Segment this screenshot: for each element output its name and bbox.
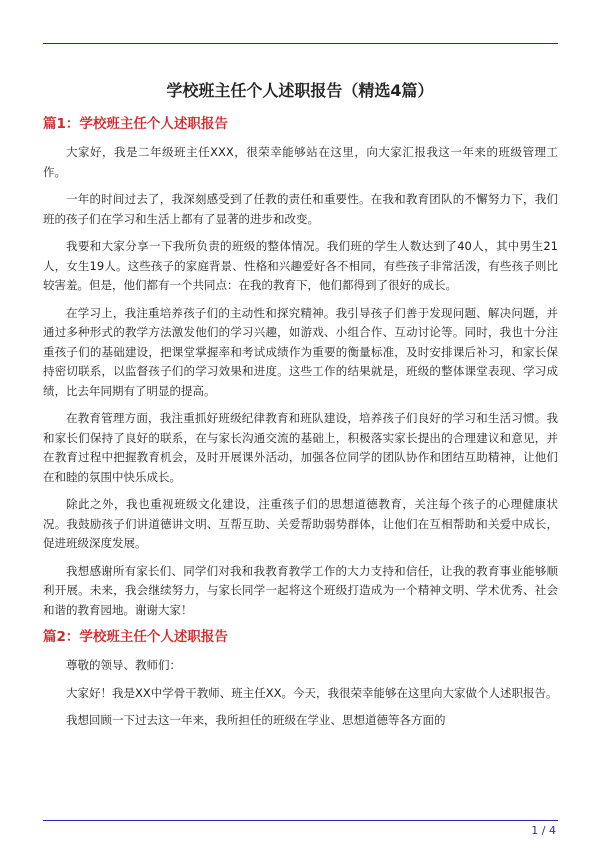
paragraph: 尊敬的领导、教师们： (66, 658, 181, 672)
paragraph: 一年的时间过去了，我深刻感受到了任教的责任和重要性。在我和教育团队的不懈努力下，我们班的孩子们在学习和生活上都有了显著的进步和改变。 (43, 192, 558, 226)
section-1 (43, 115, 558, 620)
header-rule (43, 43, 558, 44)
section-heading: 篇1：学校班主任个人述职报告 (43, 116, 228, 132)
paragraph: 在学习上，我注重培养孩子们的主动性和探究精神。我引导孩子们善于发现问题、解决问题，并通过多种形式的教学方法激发他们的学习兴趣，如游戏、小组合作、互动讨论等。同时，我也十分注重孩子们的基础建设，把课堂掌握率和考试成绩作为重要的衡量标准，及时安排课后补习，和家长保持密切联系，以监督孩子们的学习效果和进度。这些工作的结果就是，班级的整体课堂表现、学习成绩，比去年同期有了明显的提高。 (43, 305, 558, 398)
page-number: 1 / 4 (531, 824, 556, 837)
section-heading: 篇2：学校班主任个人述职报告 (43, 629, 228, 645)
footer-rule (43, 820, 558, 821)
paragraph: 在教育管理方面，我注重抓好班级纪律教育和班队建设，培养孩子们良好的学习和生活习惯。我和家长们保持了良好的联系，在与家长沟通交流的基础上，积极落实家长提出的合理建议和意见，并在教育过程中把握教育机会，及时开展课外活动，加强各位同学的团队协作和团结互助精神，让他们在和睦的氛围中快乐成长。 (43, 411, 558, 484)
paragraph: 大家好！我是XX中学骨干教师、班主任XX。今天，我很荣幸能够在这里向大家做个人述职报告。 (66, 685, 558, 700)
document-body (43, 115, 558, 739)
section-2 (43, 628, 558, 731)
paragraph: 大家好，我是二年级班主任XXX，很荣幸能够站在这里，向大家汇报我这一年来的班级管理工作。 (43, 145, 558, 179)
paragraph: 除此之外，我也重视班级文化建设，注重孩子们的思想道德教育，关注每个孩子的心理健康状况。我鼓励孩子们讲道德讲文明、互帮互助、关爱帮助弱势群体，让他们在互相帮助和关爱中成长，促进班级深度发展。 (43, 497, 558, 550)
document-title: 学校班主任个人述职报告（精选4篇） (166, 81, 434, 100)
paragraph: 我想回顾一下过去这一年来，我所担任的班级在学业、思想道德等各方面的 (66, 713, 446, 727)
paragraph: 我想感谢所有家长们、同学们对我和我教育教学工作的大力支持和信任，让我的教育事业能够顺利开展。未来，我会继续努力，与家长同学一起将这个班级打造成为一个精神文明、学术优秀、社会和谐的教育园地。谢谢大家！ (43, 563, 558, 617)
paragraph: 我要和大家分享一下我所负责的班级的整体情况。我们班的学生人数达到了40人，其中男生21人，女生19人。这些孩子的家庭背景、性格和兴趣爱好各不相同，有些孩子非常活泼，有些孩子则比较害羞。但是，他们都有一个共同点：在我的教育下，他们都得到了很好的成长。 (43, 239, 558, 292)
